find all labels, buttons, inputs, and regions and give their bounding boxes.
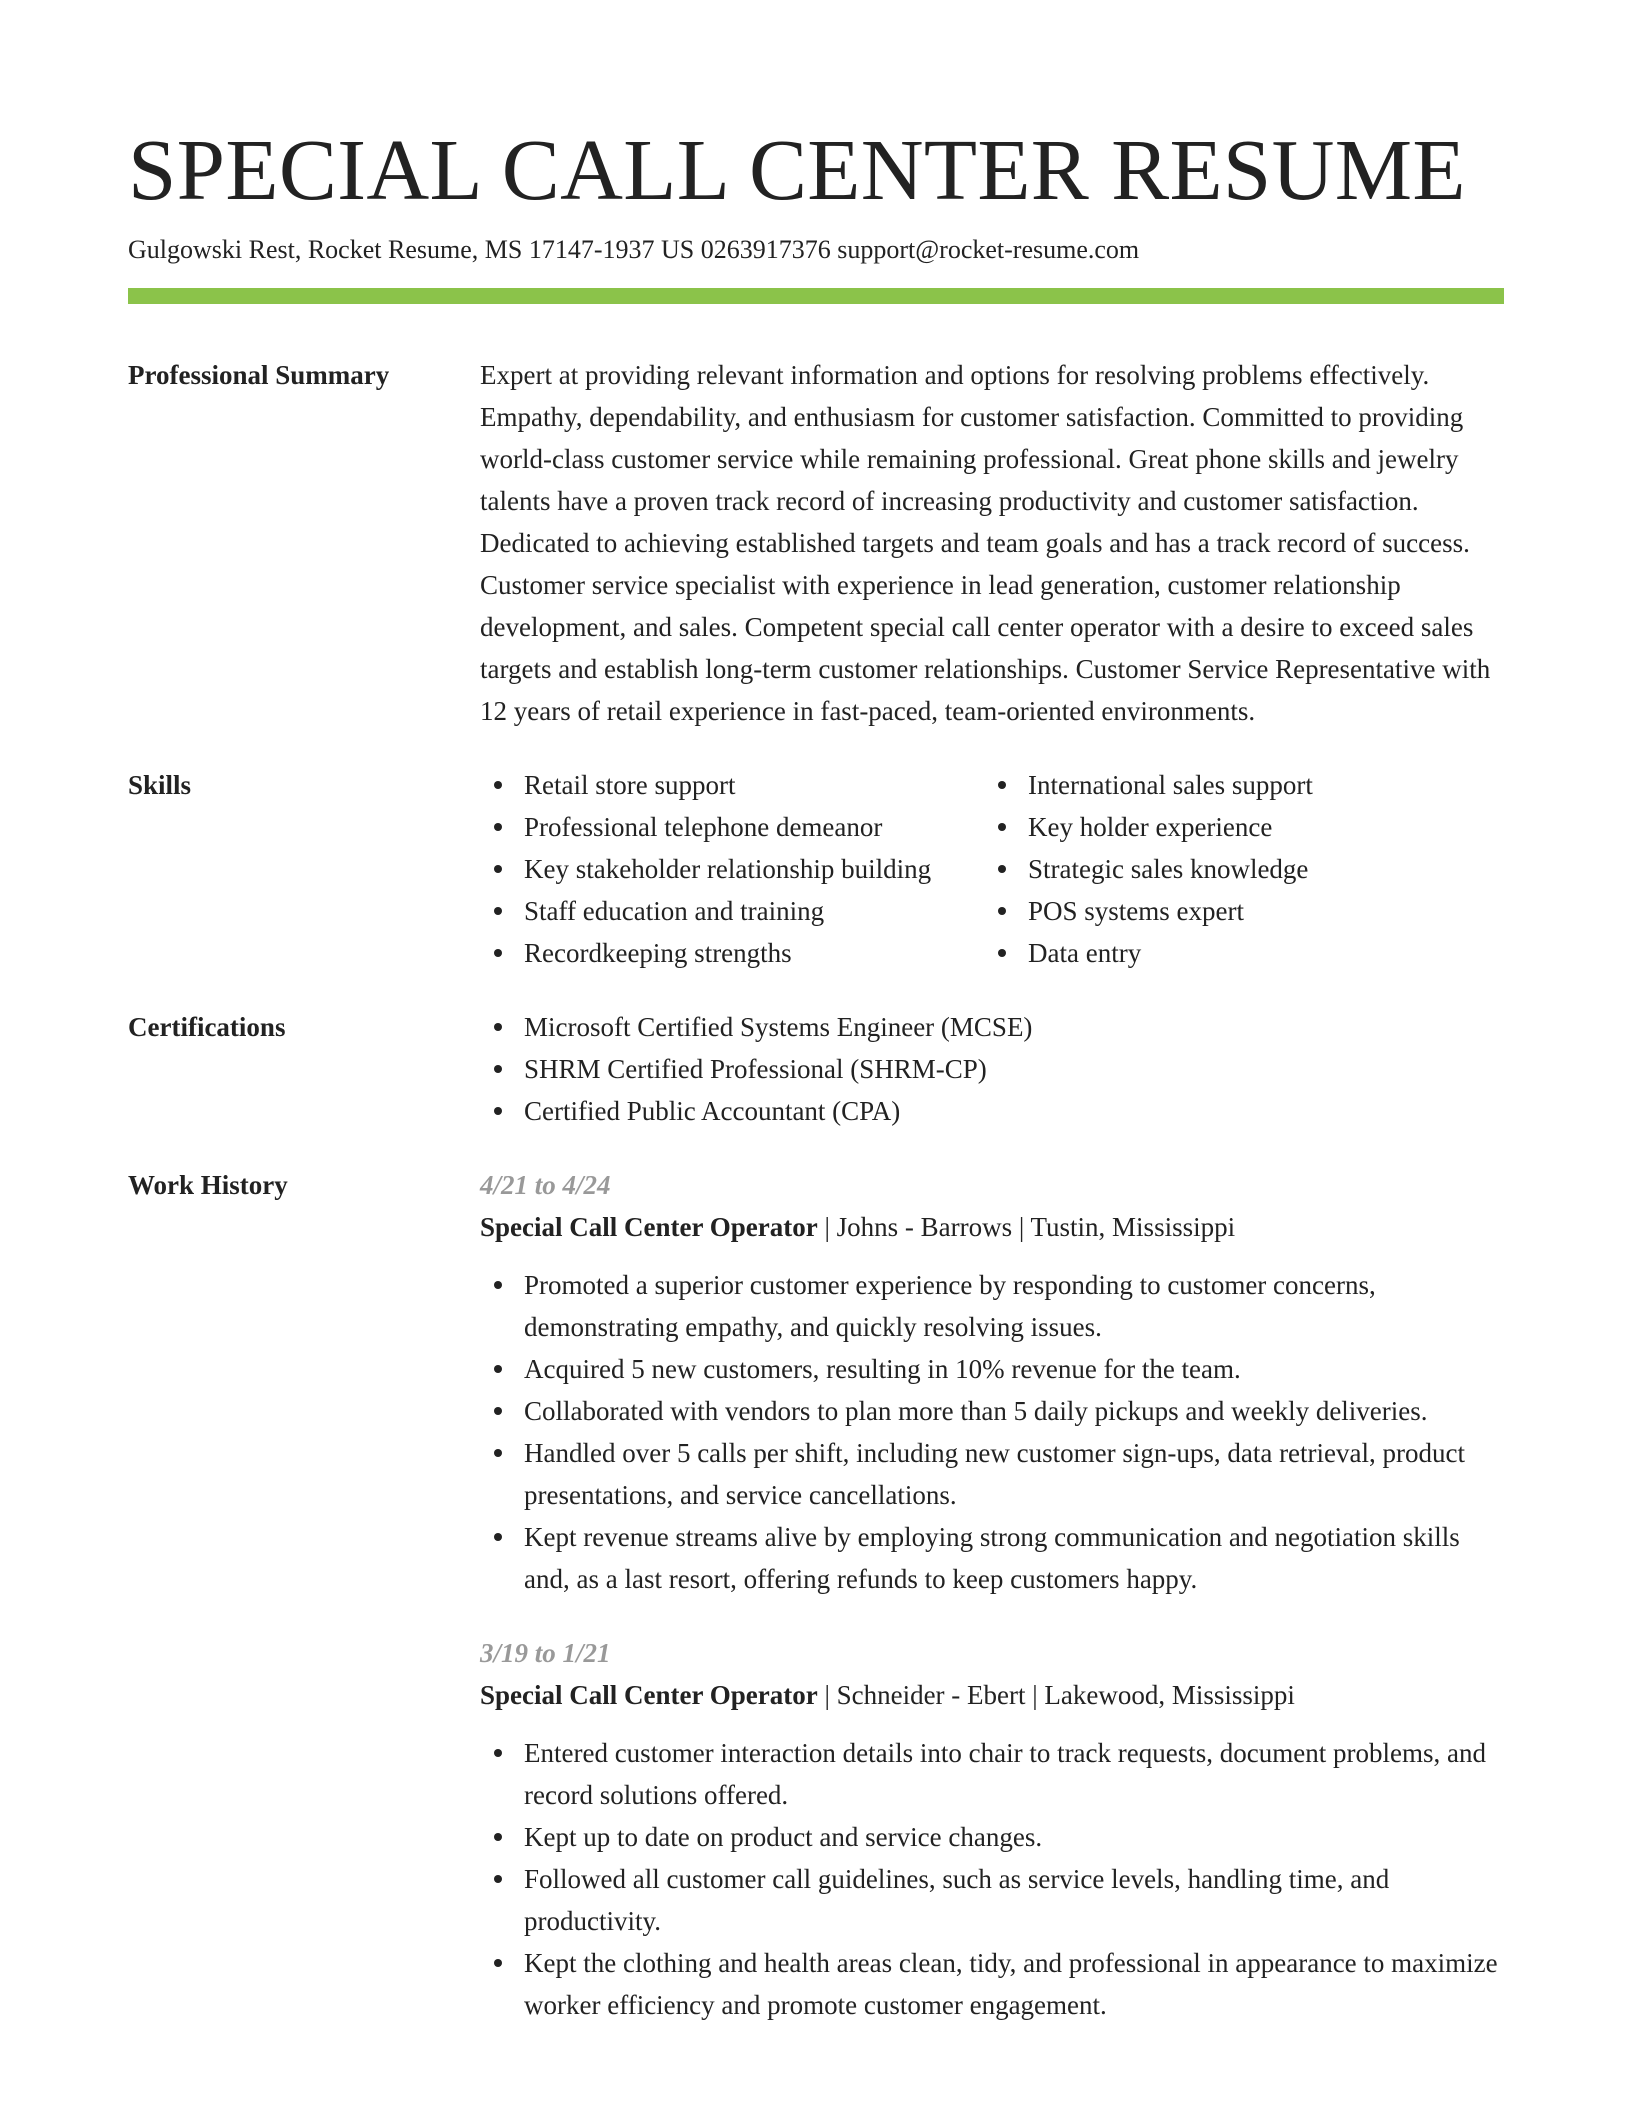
- job-bullets: [480, 1264, 1504, 1600]
- job-employer-location: | Johns - Barrows | Tustin, Mississippi: [824, 1212, 1236, 1242]
- skill-item: Data entry: [984, 932, 1488, 974]
- skill-item: Strategic sales knowledge: [984, 848, 1488, 890]
- job-bullet: Kept up to date on product and service changes.: [480, 1816, 1504, 1858]
- job-bullet: Kept revenue streams alive by employing strong communication and negotiation skills and, as a last resort, offering refunds to keep customers happy.: [480, 1516, 1504, 1600]
- contact-address: Gulgowski Rest, Rocket Resume, MS 17147-1937 US: [128, 235, 695, 264]
- header-divider: [128, 288, 1504, 304]
- certification-item: Microsoft Certified Systems Engineer (MCSE): [480, 1006, 1504, 1048]
- job-bullet: Followed all customer call guidelines, such as service levels, handling time, and productivity.: [480, 1858, 1504, 1942]
- contact-phone: 0263917376: [700, 235, 831, 264]
- skills-section: [128, 764, 1504, 974]
- job-employer-location: | Schneider - Ebert | Lakewood, Mississippi: [824, 1680, 1295, 1710]
- job-title: Special Call Center Operator: [480, 1212, 818, 1242]
- skill-item: Retail store support: [480, 764, 984, 806]
- certifications-section: [128, 1006, 1504, 1132]
- summary-text: Expert at providing relevant information and options for resolving problems effectively. Empathy, dependability, and enthusiasm for customer satisfaction. Committed to providing world-class customer service while remaining professional. Great phone skills and jewelry talents have a proven track record of increasing productivity and customer satisfaction. Dedicated to achieving established targets and team goals and has a track record of success. Customer service specialist with experience in lead generation, customer relationship development, and sales. Competent special call center operator with a desire to exceed sales targets and establish long-term customer relationships. Customer Service Representative with 12 years of retail experience in fast-paced, team-oriented environments.: [480, 360, 1491, 726]
- summary-heading: Professional Summary: [128, 360, 390, 390]
- skills-grid: [480, 764, 1504, 974]
- summary-section: [128, 354, 1504, 732]
- job-bullet: Acquired 5 new customers, resulting in 10% revenue for the team.: [480, 1348, 1504, 1390]
- job-dates: 3/19 to 1/21: [480, 1638, 611, 1668]
- skill-item: Professional telephone demeanor: [480, 806, 984, 848]
- resume-page: [128, 118, 1504, 2026]
- job-bullet: Promoted a superior customer experience by responding to customer concerns, demonstrating empathy, and quickly resolving issues.: [480, 1264, 1504, 1348]
- certification-item: Certified Public Accountant (CPA): [480, 1090, 1504, 1132]
- job-bullet: Kept the clothing and health areas clean, tidy, and professional in appearance to maximize worker efficiency and promote customer engagement.: [480, 1942, 1504, 2026]
- skill-item: Staff education and training: [480, 890, 984, 932]
- work-history-section: [128, 1164, 1504, 2026]
- job-bullet: Entered customer interaction details into chair to track requests, document problems, and record solutions offered.: [480, 1732, 1504, 1816]
- job-bullet: Collaborated with vendors to plan more than 5 daily pickups and weekly deliveries.: [480, 1390, 1504, 1432]
- skills-column-left: [480, 764, 984, 974]
- job-entry: [480, 1632, 1504, 2026]
- job-title: Special Call Center Operator: [480, 1680, 818, 1710]
- work-history-heading: Work History: [128, 1170, 288, 1200]
- skill-item: Recordkeeping strengths: [480, 932, 984, 974]
- contact-line: [128, 232, 1504, 268]
- skills-heading: Skills: [128, 770, 192, 800]
- job-dates: 4/21 to 4/24: [480, 1170, 611, 1200]
- skill-item: POS systems expert: [984, 890, 1488, 932]
- job-heading: [480, 1674, 1504, 1716]
- job-bullets: [480, 1732, 1504, 2026]
- certifications-heading: Certifications: [128, 1012, 286, 1042]
- skill-item: Key stakeholder relationship building: [480, 848, 984, 890]
- resume-title: SPECIAL CALL CENTER RESUME: [128, 121, 1466, 218]
- skills-column-right: [984, 764, 1488, 974]
- skill-item: International sales support: [984, 764, 1488, 806]
- certification-item: SHRM Certified Professional (SHRM-CP): [480, 1048, 1504, 1090]
- work-history-body: [480, 1164, 1504, 2026]
- certifications-list: [480, 1006, 1504, 1132]
- job-heading: [480, 1206, 1504, 1248]
- skills-body: [480, 764, 1504, 974]
- job-entry: [480, 1164, 1504, 1600]
- job-bullet: Handled over 5 calls per shift, including new customer sign-ups, data retrieval, product presentations, and service cancellations.: [480, 1432, 1504, 1516]
- certifications-body: [480, 1006, 1504, 1132]
- contact-email: support@rocket-resume.com: [837, 235, 1140, 264]
- skill-item: Key holder experience: [984, 806, 1488, 848]
